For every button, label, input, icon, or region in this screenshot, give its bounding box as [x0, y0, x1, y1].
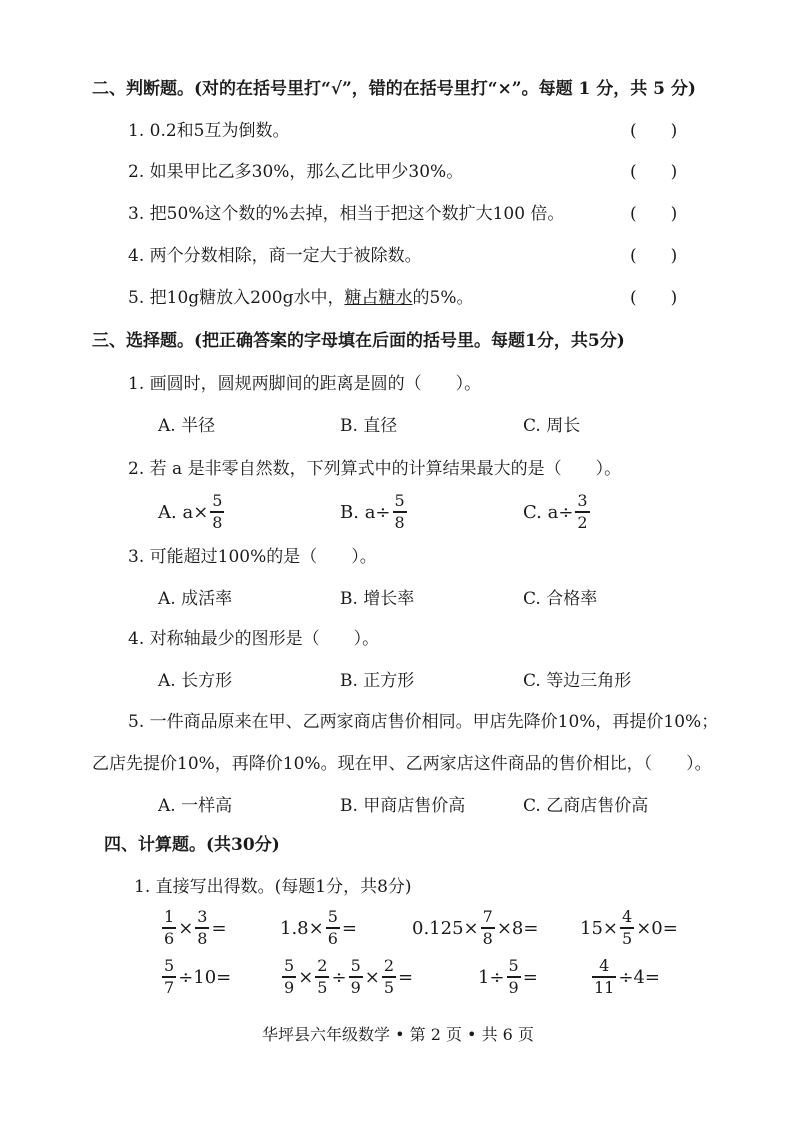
- fraction: [195, 909, 209, 947]
- judge-item-num: 1.: [128, 121, 145, 141]
- choice-q5-option-b[interactable]: B. 甲商店售价高: [340, 796, 466, 816]
- calc-expr-7: [478, 955, 538, 999]
- answer-paren[interactable]: ( ): [630, 204, 678, 224]
- numerator: 5: [212, 491, 223, 511]
- option-label: A.: [158, 501, 177, 523]
- answer-paren[interactable]: ( ): [630, 246, 678, 266]
- option-expr: a×: [182, 501, 209, 523]
- choice-q2-option-b[interactable]: [340, 490, 409, 534]
- denominator: 8: [394, 512, 405, 532]
- fraction: [349, 958, 363, 996]
- judge-item-text-end: 的5%。: [412, 288, 474, 308]
- denominator: 8: [197, 928, 208, 948]
- numerator: 5: [327, 907, 338, 927]
- denominator: 9: [350, 977, 361, 997]
- numerator: 2: [383, 956, 395, 976]
- judge-item-text: 把10g糖放入200g水中，: [149, 288, 345, 308]
- choice-q2-stem: 2. 若 a 是非零自然数，下列算式中的计算结果最大的是（ ）。: [128, 459, 622, 479]
- numerator: 1: [164, 907, 175, 927]
- expr-suffix: ×0=: [636, 917, 678, 939]
- section-judge-title: 二、判断题。(对的在括号里打“√”，错的在括号里打“×”。每题 1 分，共 5 分): [92, 79, 696, 99]
- choice-q1-option-b[interactable]: B. 直径: [340, 416, 398, 436]
- denominator: 9: [284, 977, 295, 997]
- expr-prefix: 0.125×: [412, 917, 479, 939]
- denominator: 8: [212, 512, 223, 532]
- option-expr: a÷: [364, 501, 391, 523]
- denominator: 2: [577, 512, 588, 532]
- choice-q1-option-c[interactable]: C. 周长: [523, 416, 581, 436]
- fraction: [575, 493, 589, 531]
- denominator: 11: [594, 977, 615, 997]
- choice-q5-stem-line1: 5. 一件商品原来在甲、乙两家商店售价相同。甲店先降价10%，再提价10%；: [128, 712, 719, 732]
- equals: =: [398, 966, 414, 988]
- calc-sub1-title: 1. 直接写出得数。(每题1分，共8分): [134, 877, 412, 897]
- numerator: 3: [197, 907, 208, 927]
- fraction: [162, 909, 176, 947]
- judge-item-text: 把50%这个数的%去掉，相当于把这个数扩大100 倍。: [149, 204, 565, 224]
- operator: ×: [364, 966, 380, 988]
- judge-item-text: 如果甲比乙多30%，那么乙比甲少30%。: [149, 162, 464, 182]
- option-expr: a÷: [547, 501, 574, 523]
- fraction: [481, 909, 495, 947]
- fraction: [326, 909, 340, 947]
- numerator: 7: [482, 907, 493, 927]
- choice-q5-option-a[interactable]: A. 一样高: [158, 796, 233, 816]
- judge-item-num: 3.: [128, 204, 145, 224]
- answer-paren[interactable]: ( ): [630, 121, 678, 141]
- expr-suffix: ×8=: [496, 917, 539, 939]
- choice-q2-option-c[interactable]: [523, 490, 592, 534]
- numerator: 4: [599, 956, 610, 976]
- fraction: [210, 493, 224, 531]
- fraction: [162, 958, 176, 996]
- judge-item-1: [128, 120, 290, 142]
- section-calc-title: 四、计算题。(共30分): [104, 835, 280, 855]
- answer-paren[interactable]: ( ): [630, 162, 678, 182]
- numerator: 5: [394, 491, 405, 511]
- fraction: [382, 958, 396, 996]
- fraction: [393, 493, 407, 531]
- calc-expr-5: [160, 955, 231, 999]
- numerator: 2: [317, 956, 328, 976]
- operator: ÷: [331, 966, 347, 988]
- option-label: C.: [523, 501, 542, 523]
- denominator: 5: [317, 977, 328, 997]
- fraction: [620, 909, 634, 947]
- numerator: 4: [622, 907, 633, 927]
- denominator: 8: [482, 928, 493, 948]
- choice-q2-option-a[interactable]: [158, 490, 226, 534]
- judge-item-4: [128, 245, 422, 267]
- calc-expr-3: [412, 906, 538, 950]
- equals: =: [211, 917, 227, 939]
- expr-suffix: ÷4=: [618, 966, 660, 988]
- expr-prefix: 1÷: [478, 966, 505, 988]
- equals: =: [522, 966, 538, 988]
- fraction: [592, 958, 616, 996]
- operator: ×: [298, 966, 314, 988]
- numerator: 5: [284, 956, 295, 976]
- answer-paren[interactable]: ( ): [630, 288, 678, 308]
- calc-expr-6: [280, 955, 413, 999]
- calc-expr-8: [590, 955, 660, 999]
- choice-q3-option-c[interactable]: C. 合格率: [523, 589, 598, 609]
- judge-item-num: 2.: [128, 162, 145, 182]
- numerator: 5: [350, 956, 361, 976]
- fraction: [282, 958, 296, 996]
- fraction: [315, 958, 329, 996]
- judge-item-underlined: 糖占糖水: [344, 288, 413, 308]
- option-label: B.: [340, 501, 359, 523]
- denominator: 7: [164, 977, 175, 997]
- choice-q1-option-a[interactable]: A. 半径: [158, 416, 216, 436]
- calc-expr-4: [580, 906, 678, 950]
- judge-item-num: 5.: [128, 288, 145, 308]
- expr-prefix: 1.8×: [280, 917, 324, 939]
- calc-expr-2: [280, 906, 357, 950]
- choice-q4-option-a[interactable]: A. 长方形: [158, 671, 233, 691]
- choice-q1-stem: 1. 画圆时，圆规两脚间的距离是圆的（ ）。: [128, 374, 482, 394]
- section-choice-title: 三、选择题。(把正确答案的字母填在后面的括号里。每题1分，共5分): [92, 331, 625, 351]
- choice-q4-stem: 4. 对称轴最少的图形是（ ）。: [128, 629, 380, 649]
- judge-item-3: [128, 203, 564, 225]
- numerator: 5: [508, 956, 519, 976]
- judge-item-text: 两个分数相除，商一定大于被除数。: [149, 246, 422, 266]
- denominator: 5: [383, 977, 395, 997]
- judge-item-5: [128, 287, 473, 309]
- equals: =: [341, 917, 357, 939]
- page-footer: 华坪县六年级数学 • 第 2 页 • 共 6 页: [262, 1025, 534, 1044]
- judge-item-2: [128, 161, 463, 183]
- operator: ×: [178, 917, 194, 939]
- choice-q5-option-c[interactable]: C. 乙商店售价高: [523, 796, 649, 816]
- denominator: 6: [164, 928, 175, 948]
- judge-item-text: 0.2和5互为倒数。: [149, 121, 290, 141]
- judge-item-num: 4.: [128, 246, 145, 266]
- choice-q3-option-b[interactable]: B. 增长率: [340, 589, 415, 609]
- calc-expr-1: [160, 906, 227, 950]
- expr-prefix: 15×: [580, 917, 618, 939]
- choice-q4-option-b[interactable]: B. 正方形: [340, 671, 415, 691]
- denominator: 5: [622, 928, 633, 948]
- choice-q3-stem: 3. 可能超过100%的是（ ）。: [128, 547, 377, 567]
- numerator: 3: [577, 491, 588, 511]
- denominator: 6: [327, 928, 338, 948]
- choice-q5-stem-line2: 乙店先提价10%，再降价10%。现在甲、乙两家店这件商品的售价相比，（ ）。: [92, 754, 712, 774]
- choice-q4-option-c[interactable]: C. 等边三角形: [523, 671, 632, 691]
- numerator: 5: [164, 956, 175, 976]
- fraction: [507, 958, 521, 996]
- choice-q3-option-a[interactable]: A. 成活率: [158, 589, 233, 609]
- denominator: 9: [508, 977, 519, 997]
- expr-suffix: ÷10=: [178, 966, 232, 988]
